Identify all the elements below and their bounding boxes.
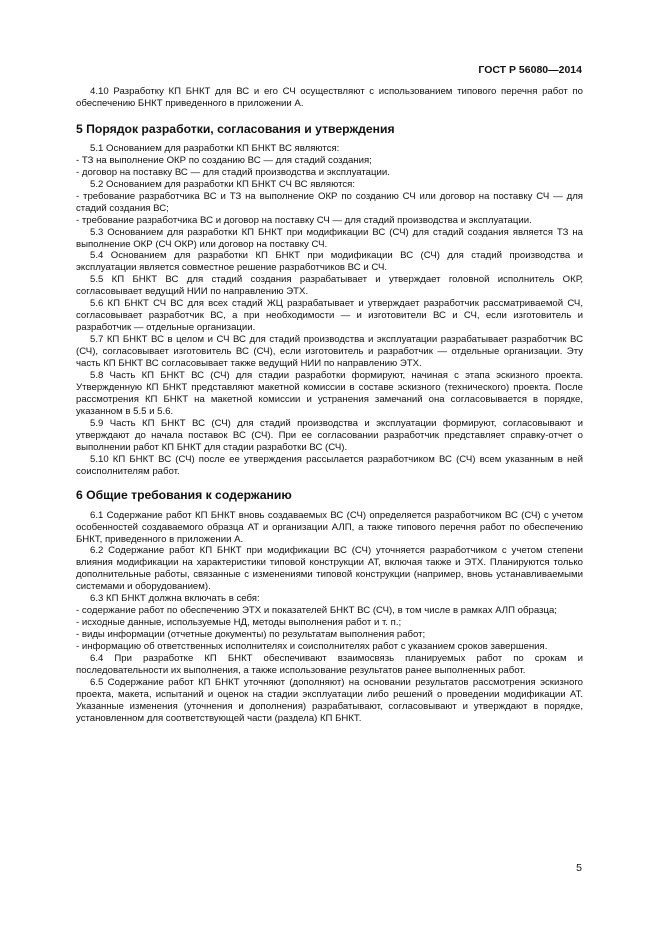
paragraph-6-2: 6.2 Содержание работ КП БНКТ при модификации ВС (СЧ) уточняется разработчиком с учетом степени влияния модификации на характеристики типовой конструкции АТ, включая также и ЭТХ. Планируются только дополнительные работы, связанные с изменениями типовой конструкции (например, вновь устанавливаемыми системами и оборудованием).	[76, 545, 583, 593]
paragraph-5-9: 5.9 Часть КП БНКТ ВС (СЧ) для стадий производства и эксплуатации формируют, согласовывают и утверждают до начала поставок ВС (СЧ). При ее согласовании разработчик представляет справку-отчет о выполнении работ КП БНКТ для стадии разработки ВС (СЧ).	[76, 417, 583, 453]
paragraph-5-8: 5.8 Часть КП БНКТ ВС (СЧ) для стадии разработки формируют, начиная с этапа эскизного проекта. Утвержденную КП БНКТ представляют макетной комиссии в составе эскизного (технического) проекта. После рассмотрения КП БНКТ на макетной комиссии и устранения замечаний она согласовывается в порядке, указанном в 5.5 и 5.6.	[76, 370, 583, 417]
list-item: - требование разработчика ВС и договор на поставку СЧ — для стадий производства и эксплуатации.	[76, 214, 532, 226]
paragraph-5-5: 5.5 КП БНКТ ВС для стадий создания разрабатывает и утверждает головной исполнитель ОКР, согласовывает ведущий НИИ по направлению ЭТХ.	[76, 274, 583, 298]
section-5-heading: 5 Порядок разработки, согласования и утверждения	[76, 121, 395, 136]
list-item: - виды информации (отчетные документы) по результатам выполнения работ;	[76, 629, 426, 641]
paragraph-6-4: 6.4 При разработке КП БНКТ обеспечивают взаимосвязь планируемых работ по срокам и последовательности их выполнения, а также использование результатов ранее выполненных работ.	[76, 653, 583, 676]
paragraph-6-1: 6.1 Содержание работ КП БНКТ вновь создаваемых ВС (СЧ) определяется разработчиком ВС (СЧ) с учетом особенностей создаваемого образца АТ и организации АЛП, а также типового перечня работ по обеспечению БНКТ, приведенного в приложении А.	[76, 509, 583, 545]
page-number: 5	[576, 862, 582, 874]
list-item: - договор на поставку ВС — для стадий производства и эксплуатации.	[76, 166, 390, 178]
paragraph-5-10: 5.10 КП БНКТ ВС (СЧ) после ее утверждения рассылается разработчиком ВС (СЧ) всем указанным в ней соисполнителям работ.	[76, 453, 583, 477]
paragraph-5-7: 5.7 КП БНКТ ВС в целом и СЧ ВС для стадий производства и эксплуатации разрабатывает разработчик ВС (СЧ), согласовывает изготовитель ВС (СЧ), если изготовитель и разработчик — отдельные организации. Эту часть КП БНКТ ВС согласовывает также ведущий НИИ по направлению ЭТХ.	[76, 334, 583, 370]
list-item: - ТЗ на выполнение ОКР по созданию ВС — для стадий создания;	[76, 154, 372, 166]
paragraph-5-2: 5.2 Основанием для разработки КП БНКТ СЧ ВС являются:	[90, 178, 356, 190]
standard-header: ГОСТ Р 56080—2014	[478, 64, 582, 76]
paragraph-5-4: 5.4 Основанием для разработки КП БНКТ при модификации ВС (СЧ) для стадий производства и эксплуатации является совместное решение разработчиков ВС и СЧ.	[76, 250, 583, 274]
paragraph-5-6: 5.6 КП БНКТ СЧ ВС для всех стадий ЖЦ разрабатывает и утверждает разработчик рассматриваемой СЧ, согласовывает разработчик ВС, а при необходимости — и изготовители ВС и СЧ, если изготовитель и разработчик — отдельные организации.	[76, 298, 583, 334]
list-item: - содержание работ по обеспечению ЭТХ и показателей БНКТ ВС (СЧ), в том числе в рамках АЛП образца;	[76, 605, 557, 617]
paragraph-6-3: 6.3 КП БНКТ должна включать в себя:	[90, 593, 260, 605]
list-item: - информацию об ответственных исполнителях и соисполнителях работ с указанием сроков завершения.	[76, 641, 548, 653]
paragraph-5-1: 5.1 Основанием для разработки КП БНКТ ВС являются:	[90, 142, 340, 154]
list-item: - исходные данные, используемые НД, методы выполнения работ и т. п.;	[76, 617, 402, 629]
paragraph-4-10: 4.10 Разработку КП БНКТ для ВС и его СЧ осуществляют с использованием типового перечня работ по обеспечению БНКТ приведенного в приложении А.	[76, 86, 583, 109]
list-item: - требование разработчика ВС и ТЗ на выполнение ОКР по созданию СЧ или договор на поставку СЧ — для стадий создания ВС;	[76, 190, 583, 214]
section-6-heading: 6 Общие требования к содержанию	[76, 487, 292, 502]
paragraph-6-5: 6.5 Содержание работ КП БНКТ уточняют (дополняют) на основании результатов рассмотрения эскизного проекта, макета, испытаний и оценок на стадии эксплуатации либо решений о проведении модификации АТ. Указанные изменения (уточнения и дополнения) разрабатывают, согласовывают и утверждают в порядке, установленном для соответствующей части (раздела) КП БНКТ.	[76, 676, 583, 724]
document-body	[76, 86, 583, 725]
paragraph-5-3: 5.3 Основанием для разработки КП БНКТ при модификации ВС (СЧ) для стадий создания является ТЗ на выполнение ОКР (СЧ ОКР) или договор на поставку СЧ.	[76, 226, 583, 250]
